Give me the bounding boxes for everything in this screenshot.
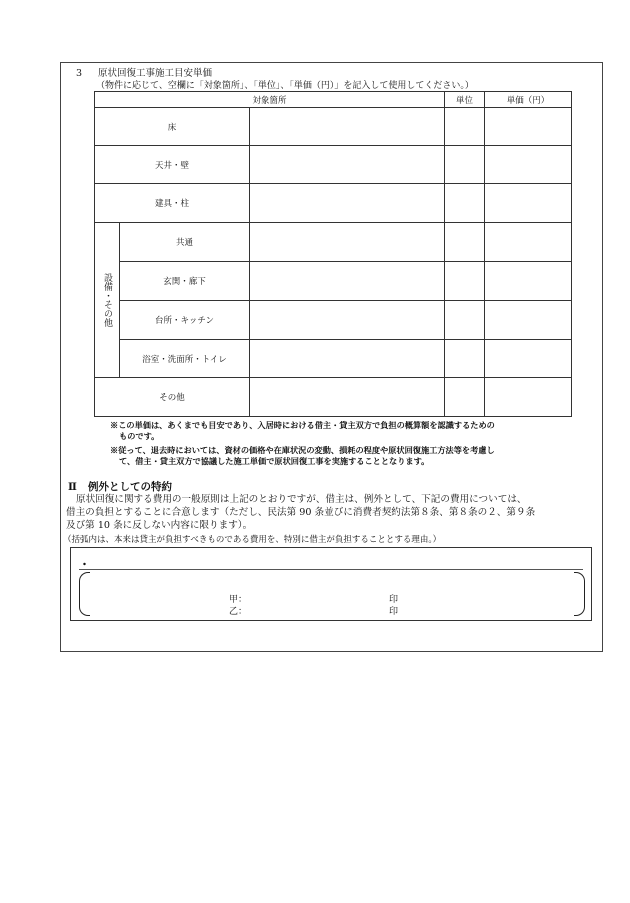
price-cell[interactable] [485,301,572,340]
party-b-seal: 印 [389,607,399,617]
section-3-number: 3 [76,68,83,79]
header-unit: 単位 [445,92,485,108]
paragraph-line-2: 借主の負担とすることに合意します（ただし、民法第 90 条並びに消費者契約法第８条、第８条の２、第９条 [66,507,536,518]
table-row [95,146,572,184]
row-group-equipment [95,223,120,378]
unit-cell[interactable] [445,262,485,301]
table-row [95,340,572,378]
table-header-row [95,92,572,108]
price-cell[interactable] [485,378,572,417]
paragraph-line-3: 及び第 10 条に反しない内容に限ります）。 [66,520,253,531]
section-3-subtitle: （物件に応じて、空欄に「対象箇所」、「単位」、「単価（円）」を記入して使用してください。） [96,81,474,91]
row-label-ceiling-wall: 天井・壁 [95,146,250,184]
section-3-heading: 原状回復工事施工目安単価 [98,68,213,79]
price-cell[interactable] [485,108,572,146]
price-cell[interactable] [485,146,572,184]
table-row [95,184,572,223]
price-cell[interactable] [485,262,572,301]
location-cell[interactable] [250,146,445,184]
unit-cell[interactable] [445,340,485,378]
location-cell[interactable] [250,223,445,262]
location-cell[interactable] [250,378,445,417]
section-2-title [68,479,172,494]
price-cell[interactable] [485,184,572,223]
price-cell[interactable] [485,223,572,262]
location-cell[interactable] [250,184,445,223]
section-2-number: Ⅱ [68,481,77,493]
row-label-floor: 床 [95,108,250,146]
unit-cell[interactable] [445,184,485,223]
party-a-label: 甲： [229,595,248,605]
price-cell[interactable] [485,340,572,378]
parenthetical-note: （括弧内は、本来は貸主が負担すべきものである費用を、特別に借主が負担することとする理由。） [63,535,442,545]
header-price: 単価（円） [485,92,572,108]
party-b-label: 乙： [229,607,248,617]
header-location: 対象箇所 [95,92,445,108]
note-1-line-1: ※この単価は、あくまでも目安であり、入居時における借主・貸主双方で負担の概算額を認識するための [110,420,495,430]
unit-cell[interactable] [445,301,485,340]
left-bracket [79,572,90,616]
row-label-bath: 浴室・洗面所・トイレ [120,340,250,378]
row-label-fittings-pillar: 建具・柱 [95,184,250,223]
table-row [95,378,572,417]
table-row [95,223,572,262]
unit-cell[interactable] [445,146,485,184]
bullet-point: ・ [79,558,90,571]
note-2-line-1: ※従って、退去時においては、資材の価格や在庫状況の変動、損耗の程度や原状回復施工方法等を考慮し [110,445,495,455]
row-label-common: 共通 [120,223,250,262]
section-3-title [76,65,212,79]
section-2-heading: 例外としての特約 [88,481,172,493]
unit-cell[interactable] [445,108,485,146]
row-label-kitchen: 台所・キッチン [120,301,250,340]
table-row [95,108,572,146]
location-cell[interactable] [250,340,445,378]
party-a-seal: 印 [389,595,399,605]
special-clause-box [70,547,592,621]
clause-input-line[interactable] [79,569,583,570]
row-label-other: その他 [95,378,250,417]
note-1-line-2: ものです。 [119,431,160,441]
table-row [95,301,572,340]
location-cell[interactable] [250,108,445,146]
row-label-entrance: 玄関・廊下 [120,262,250,301]
paragraph-line-1: 原状回復に関する費用の一般原則は上記のとおりですが、借主は、例外として、下記の費用については、 [76,494,527,505]
cost-table [94,91,572,417]
right-bracket [574,572,585,616]
equipment-group-label: 設備・その他 [102,273,112,327]
unit-cell[interactable] [445,378,485,417]
location-cell[interactable] [250,262,445,301]
note-2-line-2: て、借主・貸主双方で協議した施工単価で原状回復工事を実施することとなります。 [119,456,430,466]
location-cell[interactable] [250,301,445,340]
table-row [95,262,572,301]
unit-cell[interactable] [445,223,485,262]
